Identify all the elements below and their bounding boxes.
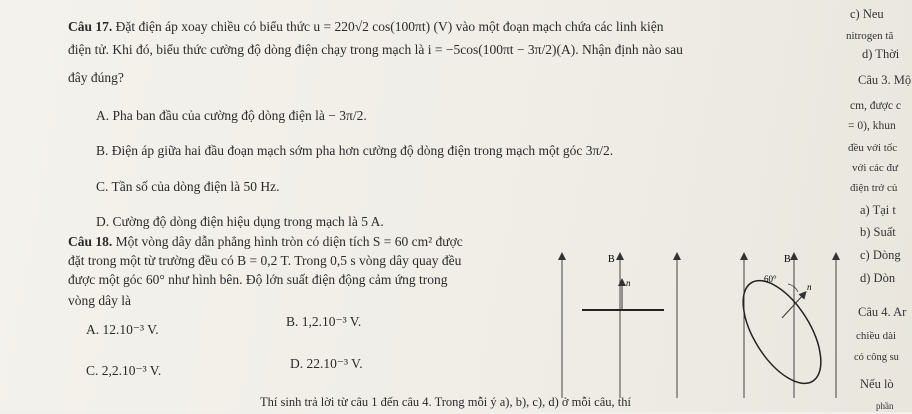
- q18-stem-line3: được một góc 60° như hình bên. Độ lớn suất điện động cảm ứng trong: [68, 272, 448, 287]
- normal-vector-right: [782, 294, 804, 318]
- right-col-line: nitrogen tă: [846, 30, 894, 42]
- q18-label: Câu 18.: [68, 234, 113, 249]
- q17-option-d: D. Cường độ dòng điện hiệu dụng trong mạch là 5 A.: [96, 214, 384, 229]
- right-col-line: d) Dòn: [860, 271, 896, 285]
- right-col-line: Nếu lò: [860, 377, 894, 391]
- b-label-right: B: [784, 254, 791, 265]
- q18-option-b: B. 1,2.10⁻³ V.: [286, 314, 362, 329]
- right-col-line: Câu 4. Ar: [858, 305, 907, 319]
- right-col-line: cm, được c: [850, 100, 901, 112]
- right-col-line: Câu 3. Mộ: [858, 73, 912, 87]
- q18-stem-line4: vòng dây là: [68, 293, 131, 308]
- q17-stem-line1: Đặt điện áp xoay chiều có biểu thức u = 220√2 cos(100πt) (V) vào một đoạn mạch chứa các linh kiện: [115, 19, 664, 34]
- right-col-line: đều với tốc: [848, 142, 898, 154]
- q17-label: Câu 17.: [68, 19, 113, 34]
- q17-option-a: A. Pha ban đầu của cường độ dòng điện là − 3π/2.: [96, 108, 367, 123]
- q17-stem-line2: điện tử. Khi đó, biểu thức cường độ dòng điện chạy trong mạch là i = −5cos(100πt − 3π/2)(A). Nhận định nào sau: [68, 42, 683, 57]
- right-col-line: chiều dài: [856, 330, 897, 342]
- n-label-left: n: [626, 278, 631, 288]
- q18-stem-line2: đặt trong một từ trường đều có B = 0,2 T. Trong 0,5 s vòng dây quay đều: [68, 253, 462, 268]
- right-col-line: có công su: [854, 352, 899, 363]
- q18-line1: [68, 234, 463, 250]
- angle-label: 60°: [764, 274, 777, 284]
- q17-line1: [68, 19, 663, 35]
- q17-option-c: C. Tần số của dòng điện là 50 Hz.: [96, 179, 280, 194]
- q18-option-d: D. 22.10⁻³ V.: [290, 356, 363, 371]
- right-col-line: với các đư: [852, 162, 898, 174]
- right-col-line: a) Tại t: [860, 203, 896, 217]
- angle-arc: [788, 284, 798, 292]
- q17-option-b: B. Điện áp giữa hai đầu đoạn mạch sớm pha hơn cường độ dòng điện trong mạch một góc 3π/2.: [96, 143, 614, 158]
- right-col-line: c) Dòng: [860, 248, 901, 262]
- right-col-line: điện trở củ: [850, 182, 898, 194]
- rotating-loop-figure: [552, 248, 842, 408]
- right-col-line: b) Suất: [860, 225, 896, 239]
- right-col-line: phần: [876, 401, 894, 411]
- q18-option-a: A. 12.10⁻³ V.: [86, 322, 159, 337]
- right-col-line: c) Neu: [850, 7, 884, 21]
- b-label-left: B: [608, 254, 615, 265]
- right-col-line: = 0), khun: [848, 120, 896, 132]
- q18-option-c: C. 2,2.10⁻³ V.: [86, 363, 162, 378]
- right-col-line: d) Thời: [862, 47, 900, 61]
- q18-stem-line1: Một vòng dây dẫn phẳng hình tròn có diện tích S = 60 cm² được: [115, 234, 463, 249]
- n-label-right: n: [807, 282, 812, 292]
- q17-stem-line3: đây đúng?: [68, 70, 124, 85]
- footer-instruction: Thí sinh trả lời từ câu 1 đến câu 4. Trong mỗi ý a), b), c), d) ở mỗi câu, thí: [260, 395, 631, 409]
